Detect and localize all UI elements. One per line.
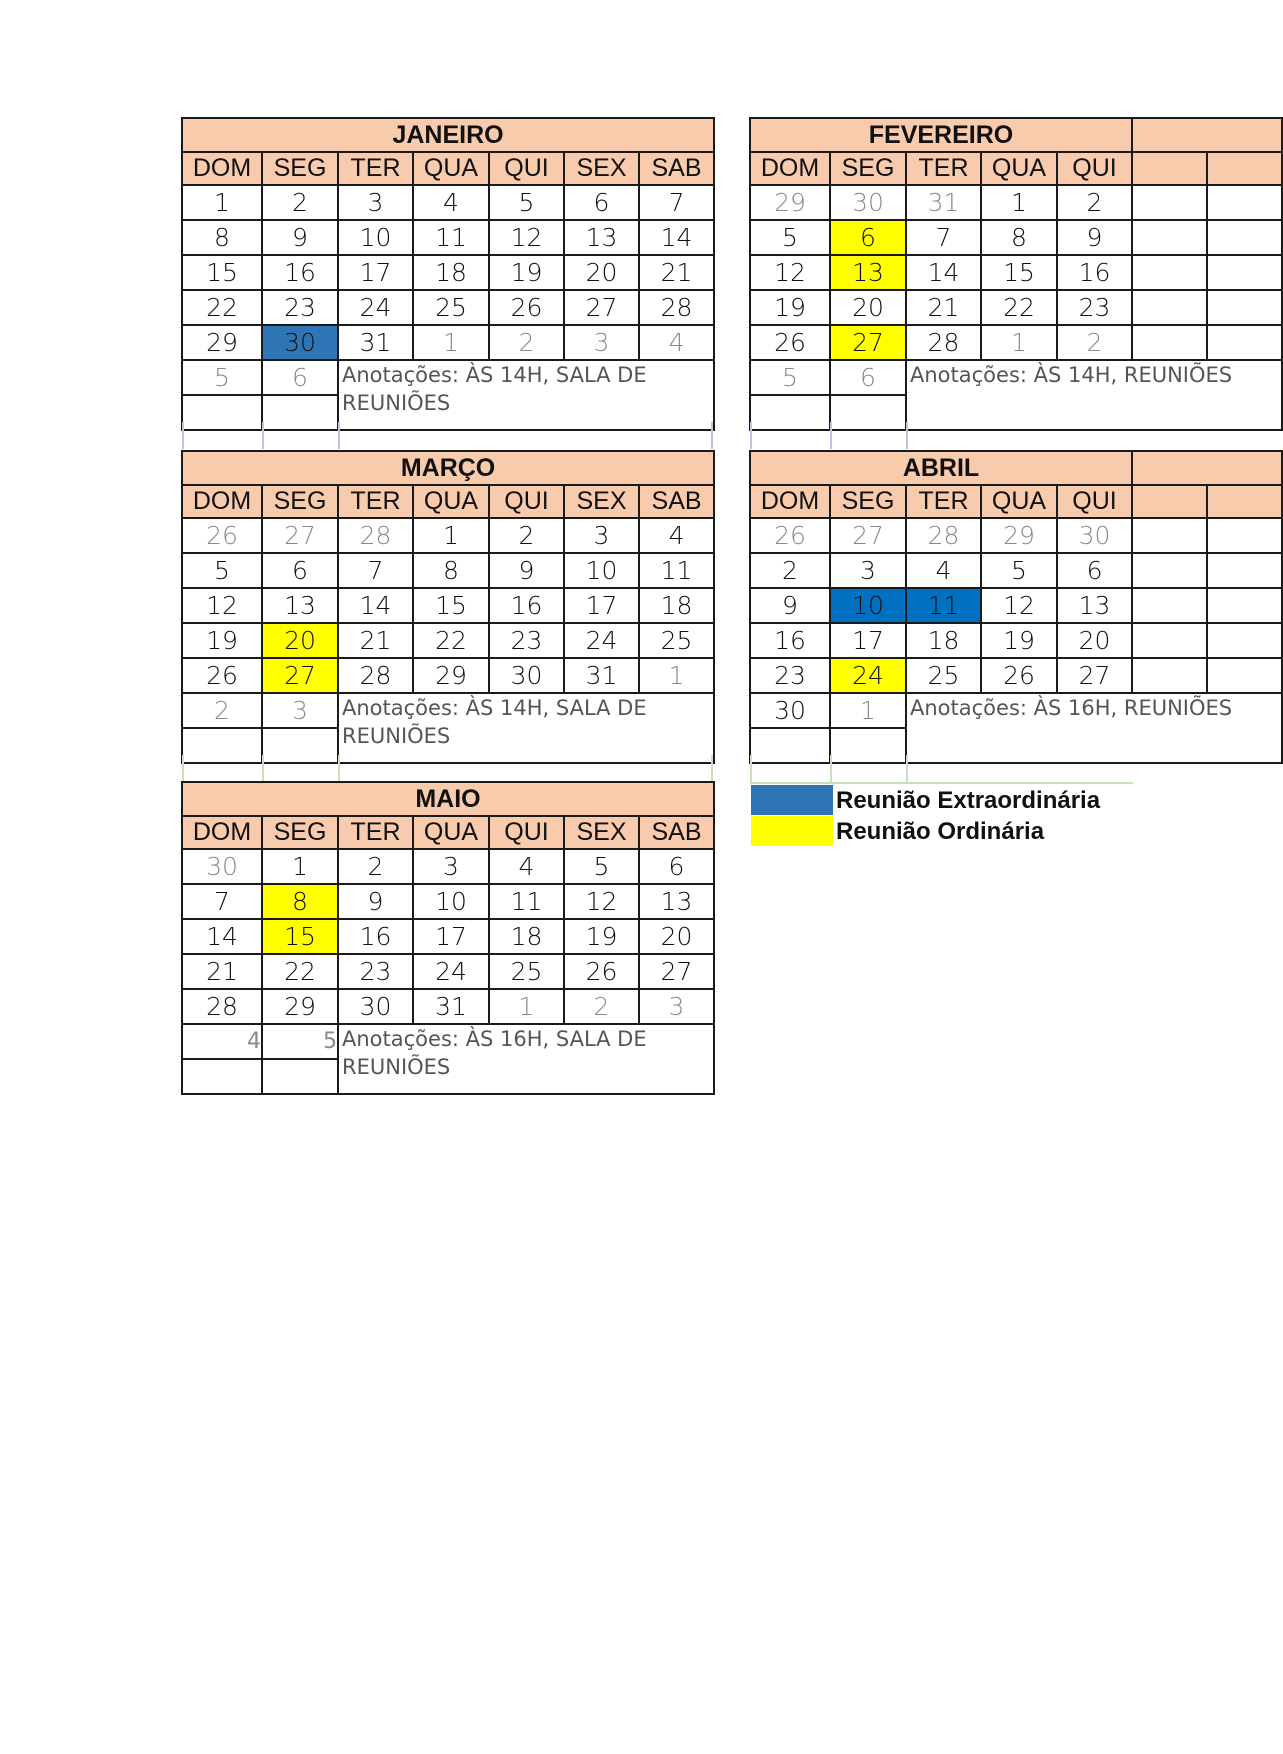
day-cell: 9 [750,588,830,623]
calendar-maio [181,781,715,1095]
day-cell: 16 [338,919,413,954]
day-cell: 10 [413,884,489,919]
day-cell: 6 [639,849,714,884]
day-cell: 4 [906,553,981,588]
day-cell: 19 [564,919,639,954]
day-cell: 20 [639,919,714,954]
day-cell: 21 [906,290,981,325]
day-cell: 31 [338,325,413,360]
day-cell-other-month: 1 [413,325,489,360]
day-cell: 19 [750,290,830,325]
day-cell: 16 [1057,255,1132,290]
weekday-header: SEG [830,152,906,185]
day-cell-ordinaria: 27 [830,325,906,360]
day-cell: 23 [338,954,413,989]
day-cell: 5 [182,553,262,588]
day-cell: 31 [413,989,489,1024]
day-cell: 14 [338,588,413,623]
day-cell: 22 [981,290,1057,325]
empty-cell [750,728,830,763]
day-cell-extraordinaria: 30 [262,325,338,360]
day-cell: 19 [981,623,1057,658]
day-cell-other-month: 4 [639,325,714,360]
calendar-marco [181,450,715,764]
day-cell-ordinaria: 13 [830,255,906,290]
day-cell-other-month: 29 [750,185,830,220]
day-cell-ordinaria: 20 [262,623,338,658]
day-cell: 23 [489,623,564,658]
day-cell: 3 [830,553,906,588]
weekday-header: SAB [639,816,714,849]
spacer-line [830,755,832,782]
day-cell: 5 [489,185,564,220]
day-cell: 13 [639,884,714,919]
day-cell-other-month: 26 [182,518,262,553]
empty-cell [262,728,338,763]
weekday-header: QUI [1057,485,1132,518]
empty-cell [182,728,262,763]
empty-cell [750,395,830,430]
day-cell: 8 [981,220,1057,255]
day-cell: 12 [750,255,830,290]
weekday-header: SAB [639,152,714,185]
weekday-header: QUA [413,816,489,849]
day-cell: 8 [413,553,489,588]
day-cell: 11 [413,220,489,255]
day-cell-other-month: 28 [906,518,981,553]
spacer-line [830,422,832,449]
day-cell-ordinaria: 15 [262,919,338,954]
day-cell: 30 [489,658,564,693]
day-cell: 15 [413,588,489,623]
day-cell: 1 [262,849,338,884]
day-cell-other-month: 2 [182,693,262,728]
month-title: JANEIRO [182,118,714,152]
spacer-line [750,422,752,449]
weekday-header: TER [906,485,981,518]
day-cell: 29 [182,325,262,360]
day-cell: 13 [262,588,338,623]
weekday-header: SEX [564,152,639,185]
day-cell-other-month: 6 [262,360,338,395]
day-cell-other-month: 5 [750,360,830,395]
day-cell: 28 [639,290,714,325]
calendar-janeiro [181,117,715,431]
weekday-header: SEG [262,152,338,185]
day-cell-other-month: 1 [639,658,714,693]
day-cell: 2 [489,518,564,553]
day-cell: 17 [338,255,413,290]
day-cell: 4 [413,185,489,220]
day-cell: 2 [750,553,830,588]
day-cell: 26 [750,325,830,360]
month-title: ABRIL [750,451,1132,485]
day-cell-ordinaria: 8 [262,884,338,919]
day-cell: 13 [564,220,639,255]
day-cell-other-month: 3 [639,989,714,1024]
day-cell: 1 [413,518,489,553]
day-cell: 28 [338,658,413,693]
day-cell: 18 [413,255,489,290]
weekday-header: SEX [564,816,639,849]
legend-swatch-extraordinaria [751,785,833,815]
weekday-header: TER [338,485,413,518]
day-cell: 5 [564,849,639,884]
weekday-header: DOM [182,816,262,849]
day-cell: 3 [338,185,413,220]
day-cell-other-month: 26 [750,518,830,553]
weekday-header: QUI [489,485,564,518]
calendar-fevereiro [749,117,1283,431]
notes-cell: Anotações: ÀS 16H, SALA DE REUNIÕES [338,1024,714,1094]
day-cell: 22 [262,954,338,989]
day-cell: 30 [750,693,830,728]
day-cell: 6 [564,185,639,220]
day-cell: 12 [489,220,564,255]
day-cell: 12 [564,884,639,919]
weekday-header: QUI [489,816,564,849]
day-cell: 4 [489,849,564,884]
day-cell: 20 [564,255,639,290]
month-title: MAIO [182,782,714,816]
calendar-abril-clip [749,450,1233,755]
day-cell: 9 [338,884,413,919]
weekday-header: QUA [413,485,489,518]
day-cell: 20 [1057,623,1132,658]
day-cell: 27 [639,954,714,989]
day-cell: 3 [564,518,639,553]
day-cell: 21 [639,255,714,290]
day-cell: 9 [489,553,564,588]
weekday-header: QUA [981,152,1057,185]
day-cell: 26 [564,954,639,989]
day-cell-other-month: 2 [564,989,639,1024]
notes-cell: Anotações: ÀS 16H, REUNIÕES [906,693,1282,763]
day-cell-other-month: 27 [830,518,906,553]
notes-cell: Anotações: ÀS 14H, SALA DE REUNIÕES [338,693,714,763]
weekday-header: SEG [830,485,906,518]
weekday-header: QUA [413,152,489,185]
day-cell: 4 [639,518,714,553]
day-cell-other-month: 27 [262,518,338,553]
spacer-line [338,755,340,782]
spacer-line [906,755,908,782]
weekday-header: QUI [489,152,564,185]
day-cell-other-month: 1 [489,989,564,1024]
day-cell: 27 [564,290,639,325]
day-cell: 24 [413,954,489,989]
spacer-line [182,422,184,449]
day-cell: 28 [182,989,262,1024]
day-cell: 23 [1057,290,1132,325]
day-cell: 2 [262,185,338,220]
day-cell-ordinaria: 24 [830,658,906,693]
day-cell: 5 [981,553,1057,588]
day-cell: 14 [182,919,262,954]
day-cell: 6 [1057,553,1132,588]
spacer-line [262,422,264,449]
day-cell: 18 [906,623,981,658]
day-cell: 27 [1057,658,1132,693]
day-cell: 19 [182,623,262,658]
day-cell-other-month: 5 [262,1024,338,1059]
day-cell: 7 [906,220,981,255]
day-cell: 11 [639,553,714,588]
day-cell-other-month: 3 [262,693,338,728]
calendar-fevereiro-clip [749,117,1233,422]
day-cell-ordinaria: 27 [262,658,338,693]
day-cell: 23 [262,290,338,325]
notes-cell: Anotações: ÀS 14H, REUNIÕES [906,360,1282,430]
day-cell: 14 [906,255,981,290]
day-cell: 25 [413,290,489,325]
weekday-header: TER [338,816,413,849]
empty-cell [262,1059,338,1094]
day-cell: 26 [182,658,262,693]
day-cell-other-month: 30 [182,849,262,884]
day-cell: 22 [182,290,262,325]
day-cell: 7 [639,185,714,220]
day-cell-extraordinaria: 11 [906,588,981,623]
spacer-line [750,755,752,782]
day-cell-other-month: 30 [830,185,906,220]
day-cell-other-month: 3 [564,325,639,360]
day-cell-extraordinaria: 10 [830,588,906,623]
day-cell: 16 [489,588,564,623]
day-cell: 21 [338,623,413,658]
day-cell: 25 [489,954,564,989]
day-cell: 7 [182,884,262,919]
calendar-abril [749,450,1283,764]
weekday-header: SEG [262,485,338,518]
day-cell: 17 [830,623,906,658]
day-cell: 3 [413,849,489,884]
day-cell: 18 [489,919,564,954]
day-cell: 30 [338,989,413,1024]
weekday-header: DOM [182,485,262,518]
weekday-header: TER [338,152,413,185]
day-cell: 21 [182,954,262,989]
empty-cell [182,1059,262,1094]
day-cell: 18 [639,588,714,623]
day-cell: 22 [413,623,489,658]
day-cell: 2 [338,849,413,884]
weekday-header: TER [906,152,981,185]
day-cell-other-month: 29 [981,518,1057,553]
day-cell: 26 [489,290,564,325]
day-cell-other-month: 28 [338,518,413,553]
day-cell: 29 [262,989,338,1024]
day-cell: 1 [981,185,1057,220]
day-cell: 20 [830,290,906,325]
day-cell: 7 [338,553,413,588]
empty-cell [262,395,338,430]
day-cell: 23 [750,658,830,693]
day-cell: 25 [639,623,714,658]
day-cell: 17 [564,588,639,623]
day-cell-ordinaria: 6 [830,220,906,255]
month-title: FEVEREIRO [750,118,1132,152]
day-cell: 14 [639,220,714,255]
weekday-header: SEG [262,816,338,849]
spacer-line [711,755,713,782]
empty-cell [182,395,262,430]
month-title: MARÇO [182,451,714,485]
day-cell: 5 [750,220,830,255]
day-cell: 12 [981,588,1057,623]
spacer-line [182,755,184,782]
day-cell: 11 [489,884,564,919]
spacer-line [338,422,340,449]
day-cell-other-month: 31 [906,185,981,220]
day-cell: 13 [1057,588,1132,623]
day-cell-other-month: 4 [182,1024,262,1059]
weekday-header: SAB [639,485,714,518]
day-cell: 8 [182,220,262,255]
day-cell: 10 [564,553,639,588]
day-cell: 24 [564,623,639,658]
day-cell: 12 [182,588,262,623]
day-cell-other-month: 2 [489,325,564,360]
legend-label-extraordinaria: Reunião Extraordinária [836,787,1101,814]
day-cell: 31 [564,658,639,693]
day-cell: 29 [413,658,489,693]
empty-cell [830,728,906,763]
spacer-line [906,422,908,449]
day-cell: 15 [981,255,1057,290]
day-cell-other-month: 6 [830,360,906,395]
weekday-header: QUA [981,485,1057,518]
spacer-line [262,755,264,782]
day-cell: 28 [906,325,981,360]
spacer-line [711,422,713,449]
day-cell: 9 [262,220,338,255]
day-cell: 24 [338,290,413,325]
legend-label-ordinaria: Reunião Ordinária [836,818,1045,845]
notes-cell: Anotações: ÀS 14H, SALA DE REUNIÕES [338,360,714,430]
day-cell-other-month: 30 [1057,518,1132,553]
empty-cell [830,395,906,430]
day-cell: 16 [750,623,830,658]
day-cell: 10 [338,220,413,255]
day-cell: 2 [1057,185,1132,220]
spacer-line [750,782,1133,784]
weekday-header: DOM [750,152,830,185]
day-cell: 15 [182,255,262,290]
day-cell: 19 [489,255,564,290]
weekday-header: SEX [564,485,639,518]
legend-swatch-ordinaria [751,816,833,846]
day-cell-other-month: 1 [830,693,906,728]
weekday-header: DOM [750,485,830,518]
weekday-header: DOM [182,152,262,185]
day-cell: 6 [262,553,338,588]
day-cell-other-month: 2 [1057,325,1132,360]
weekday-header: QUI [1057,152,1132,185]
day-cell: 26 [981,658,1057,693]
day-cell-other-month: 5 [182,360,262,395]
day-cell: 16 [262,255,338,290]
day-cell: 17 [413,919,489,954]
day-cell: 9 [1057,220,1132,255]
day-cell: 1 [182,185,262,220]
day-cell: 25 [906,658,981,693]
day-cell-other-month: 1 [981,325,1057,360]
